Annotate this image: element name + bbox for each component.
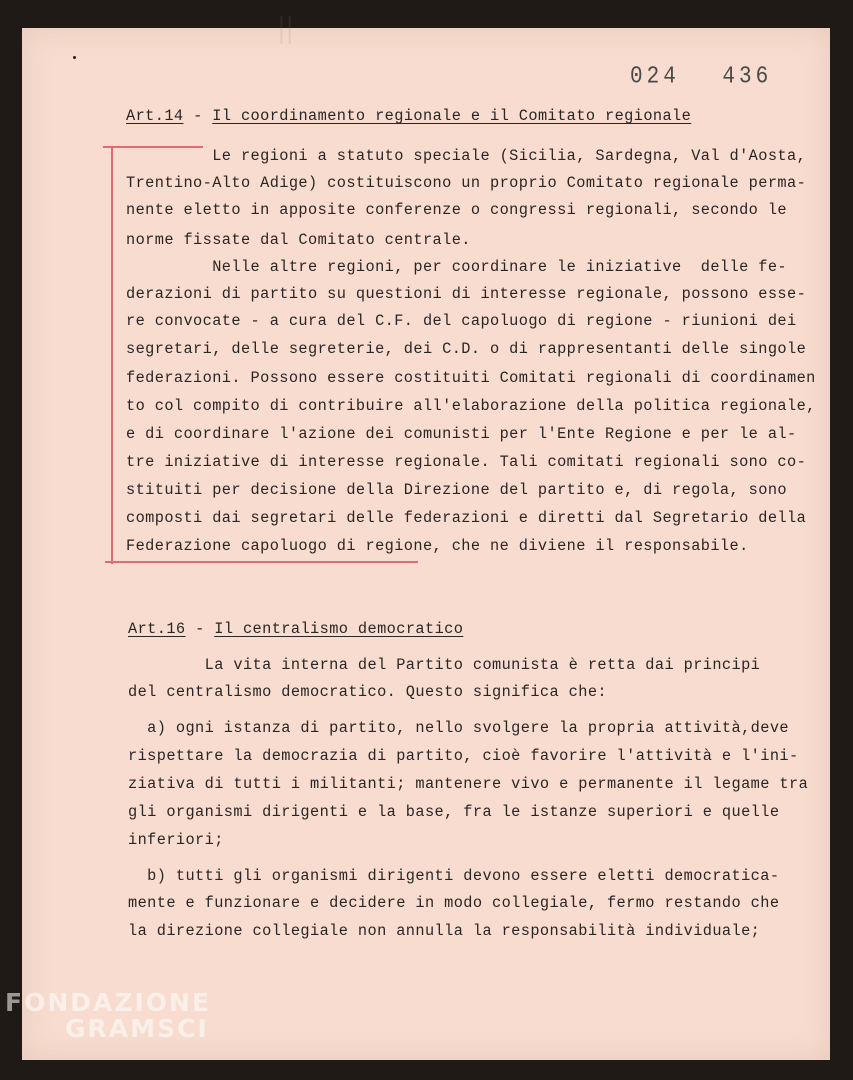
art14-line-7: re convocate - a cura del C.F. del capoluogo di regione - riunioni dei (126, 312, 797, 330)
art16-item-a-line-1: a) ogni istanza di partito, nello svolgere la propria attività,deve (128, 719, 789, 737)
art16-heading (128, 620, 463, 638)
page-number-stamp: 024 436 (630, 64, 773, 91)
art14-heading-title: Il coordinamento regionale e il Comitato regionale (212, 107, 692, 125)
art14-line-4: norme fissate dal Comitato centrale. (126, 231, 471, 249)
fondazione-gramsci-watermark (5, 990, 265, 1042)
art14-heading-separator: - (183, 107, 213, 125)
watermark-line-2: GRAMSCI (65, 1014, 209, 1043)
art14-line-12: tre iniziative di interesse regionale. Tali comitati regionali sono co- (126, 453, 807, 471)
art16-intro-line-2: del centralismo democratico. Questo significa che: (128, 683, 607, 701)
art14-line-9: federazioni. Possono essere costituiti Comitati regionali di coordinamen (126, 369, 816, 387)
art14-line-10: to col compito di contribuire all'elaborazione della politica regionale, (126, 397, 816, 415)
art16-heading-separator: - (185, 620, 215, 638)
ink-dot (73, 56, 76, 59)
art16-intro-line-1: La vita interna del Partito comunista è retta dai principi (128, 656, 761, 674)
art16-item-a-line-3: ziativa di tutti i militanti; mantenere vivo e permanente il legame tra (128, 775, 809, 793)
art14-heading (126, 107, 691, 125)
art14-line-8: segretari, delle segreterie, dei C.D. o di rappresentanti delle singole (126, 340, 807, 358)
art16-item-b-line-3: la direzione collegiale non annulla la responsabilità individuale; (128, 922, 761, 940)
art14-line-13: stituiti per decisione della Direzione del partito e, di regola, sono (126, 481, 787, 499)
watermark-line-1: FONDAZIONE (5, 988, 212, 1017)
bleed-through-marks: ＝ (258, 10, 303, 102)
art16-heading-title: Il centralismo democratico (214, 620, 464, 638)
art14-line-14: composti dai segretari delle federazioni e diretti dal Segretario della (126, 509, 807, 527)
art14-line-2: Trentino-Alto Adige) costituiscono un proprio Comitato regionale perma- (126, 174, 807, 192)
art16-heading-number: Art.16 (128, 620, 186, 638)
red-bracket-vertical (111, 146, 113, 564)
art14-line-15: Federazione capoluogo di regione, che ne diviene il responsabile. (126, 537, 749, 555)
art14-line-3: nente eletto in apposite conferenze o congressi regionali, secondo le (126, 201, 787, 219)
art14-line-1: Le regioni a statuto speciale (Sicilia, Sardegna, Val d'Aosta, (126, 147, 807, 165)
art16-item-a-line-5: inferiori; (128, 831, 224, 849)
art16-item-a-line-2: rispettare la democrazia di partito, cioè favorire l'attività e l'ini- (128, 747, 799, 765)
art14-line-11: e di coordinare l'azione dei comunisti per l'Ente Regione e per le al- (126, 425, 797, 443)
art16-item-a-line-4: gli organismi dirigenti e la base, fra le istanze superiori e quelle (128, 803, 780, 821)
red-bracket-bottom (105, 561, 418, 563)
art16-item-b-line-2: mente e funzionare e decidere in modo collegiale, fermo restando che (128, 894, 780, 912)
art16-item-b-line-1: b) tutti gli organismi dirigenti devono essere eletti democratica- (128, 867, 780, 885)
art14-heading-number: Art.14 (126, 107, 184, 125)
art14-line-6: derazioni di partito su questioni di interesse regionale, possono esse- (126, 285, 807, 303)
art14-line-5: Nelle altre regioni, per coordinare le iniziative delle fe- (126, 258, 787, 276)
